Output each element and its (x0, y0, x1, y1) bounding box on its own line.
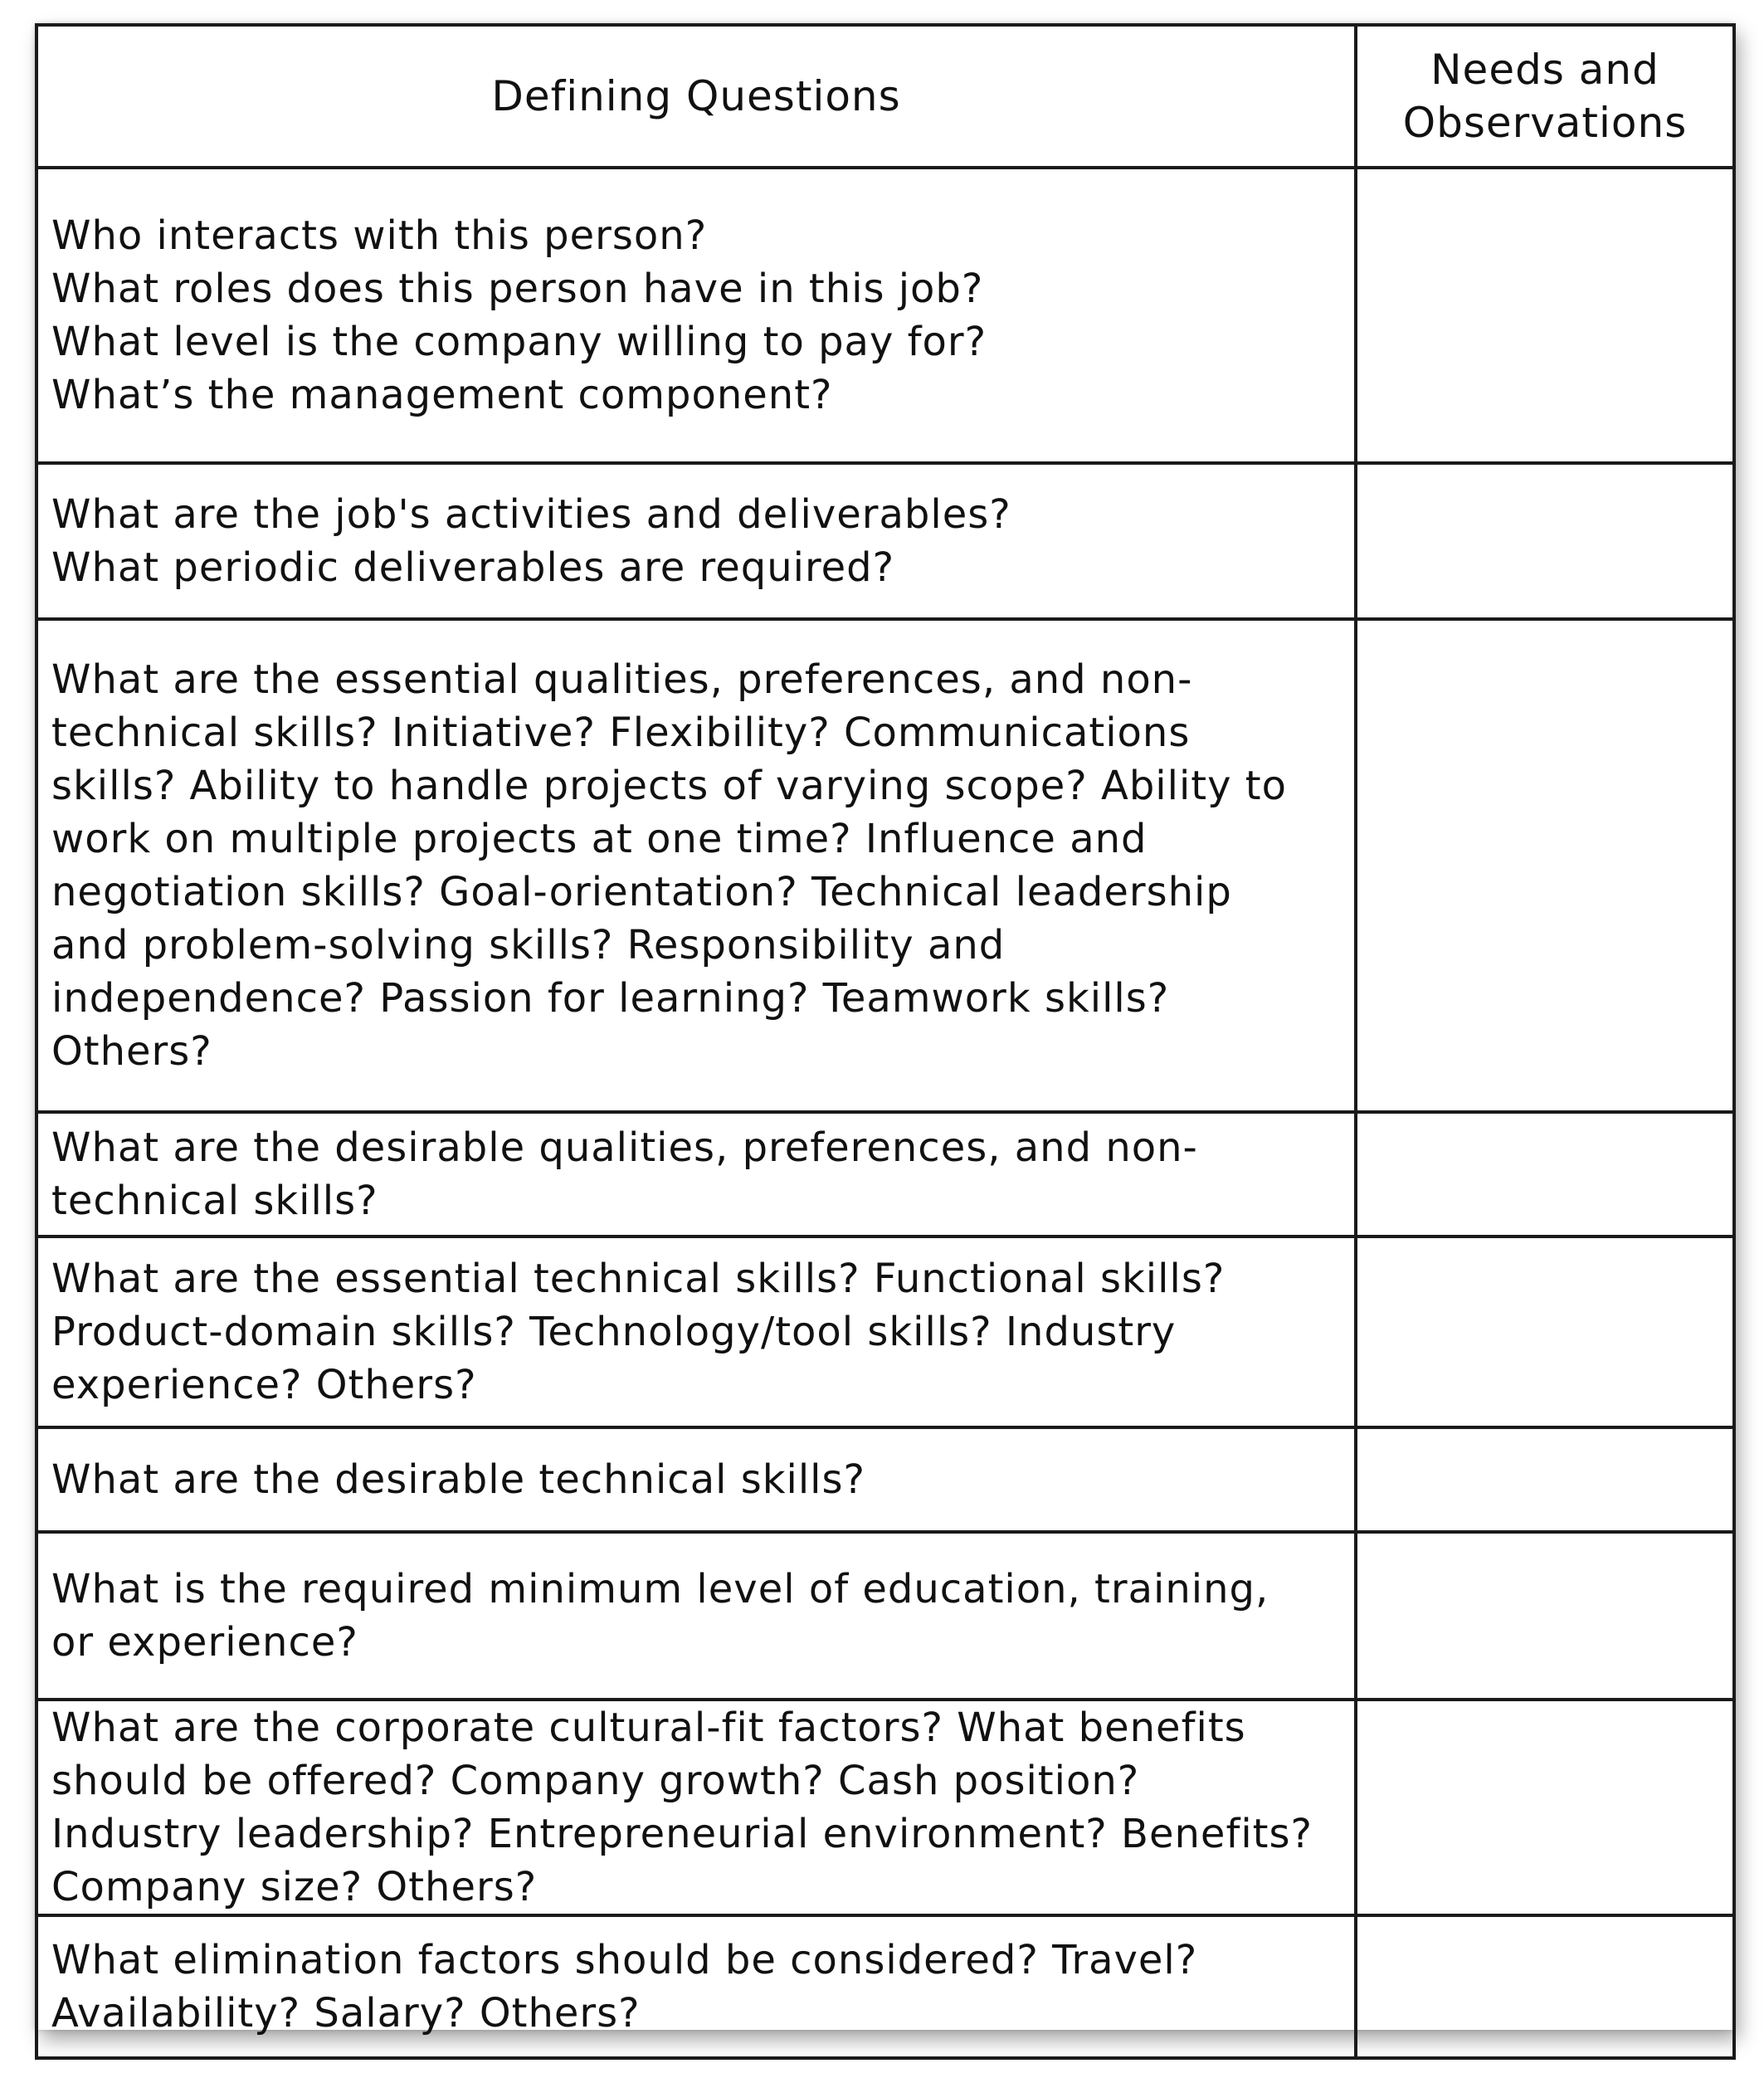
needs-observations-cell[interactable] (1356, 168, 1734, 463)
question-cell: What is the required minimum level of education, training, or experience? (37, 1532, 1356, 1700)
needs-observations-cell[interactable] (1356, 1532, 1734, 1700)
question-cell: What elimination factors should be considered? Travel? Availability? Salary? Others? (37, 1915, 1356, 2058)
question-cell: What are the desirable technical skills? (37, 1427, 1356, 1532)
table-row (37, 1236, 1734, 1427)
question-cell: What are the essential technical skills? Functional skills? Product-domain skills? Technology/tool skills? Industry experience? Others? (37, 1236, 1356, 1427)
needs-observations-cell[interactable] (1356, 619, 1734, 1112)
job-definition-table-sheet (35, 23, 1732, 2036)
header-row (37, 25, 1734, 168)
question-cell: What are the job's activities and deliverables? What periodic deliverables are required? (37, 463, 1356, 619)
needs-observations-cell[interactable] (1356, 1236, 1734, 1427)
table-row (37, 463, 1734, 619)
table-row (37, 619, 1734, 1112)
needs-observations-cell[interactable] (1356, 1700, 1734, 1915)
table-row (37, 1700, 1734, 1915)
needs-observations-cell[interactable] (1356, 1915, 1734, 2058)
table-row (37, 1427, 1734, 1532)
table-row (37, 1915, 1734, 2058)
needs-observations-cell[interactable] (1356, 463, 1734, 619)
job-definition-table (35, 23, 1736, 2060)
table-row (37, 168, 1734, 463)
header-needs-observations: Needs and Observations (1356, 25, 1734, 168)
header-defining-questions: Defining Questions (37, 25, 1356, 168)
question-cell: Who interacts with this person? What roles does this person have in this job? What level is the company willing to pay for? What’s the management component? (37, 168, 1356, 463)
question-cell: What are the desirable qualities, preferences, and non- technical skills? (37, 1112, 1356, 1236)
table-row (37, 1532, 1734, 1700)
needs-observations-cell[interactable] (1356, 1112, 1734, 1236)
table-row (37, 1112, 1734, 1236)
question-cell: What are the essential qualities, preferences, and non- technical skills? Initiative? Flexibility? Communications skills? Ability to handle projects of varying scope? Ability to work on multiple projects at one time? Influence and negotiation skills? Goal-orientation? Technical leadership and problem-solving skills? Responsibility and independence? Passion for learning? Teamwork skills? Others? (37, 619, 1356, 1112)
question-cell: What are the corporate cultural-fit factors? What benefits should be offered? Company growth? Cash position? Industry leadership? Entrepreneurial environment? Benefits? Company size? Others? (37, 1700, 1356, 1915)
needs-observations-cell[interactable] (1356, 1427, 1734, 1532)
